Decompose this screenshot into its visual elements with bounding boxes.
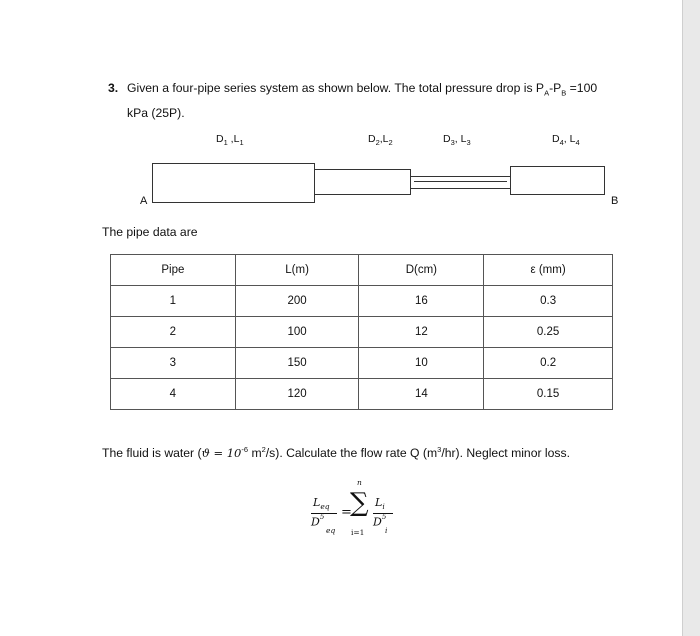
header-diameter: D(cm) [359, 255, 484, 286]
pipe-1 [152, 163, 315, 203]
formula-lhs-den-sub: eq [326, 526, 336, 535]
table-cell: 0.25 [484, 317, 613, 348]
pipe3-label: $D_3$, $L_3$ [443, 133, 471, 148]
table-cell: 12 [359, 317, 484, 348]
point-b-label: B [611, 195, 619, 207]
formula-lhs-numerator: $L_{eq}$ [313, 496, 330, 512]
formula-equals: = [341, 505, 352, 520]
formula-lhs-bar [311, 513, 337, 514]
header-length: L(m) [235, 255, 359, 286]
table-row [111, 379, 613, 410]
pressure-sub-a: A [544, 88, 550, 98]
formula-sum-symbol: ∑ [350, 488, 369, 518]
table-cell: 1 [111, 286, 236, 317]
table-row [111, 348, 613, 379]
question-number: 3. [108, 81, 119, 95]
pipe-data-intro: The pipe data are [102, 225, 198, 239]
table-cell: 0.2 [484, 348, 613, 379]
formula-rhs-den-sub: i [385, 526, 388, 535]
table-row [111, 286, 613, 317]
pressure-sub-b: B [561, 88, 567, 98]
table-cell: 200 [235, 286, 359, 317]
header-roughness: ε (mm) [484, 255, 613, 286]
pipe-data-table [110, 254, 613, 410]
table-cell: 0.15 [484, 379, 613, 410]
formula-lhs-denominator: $D^5$ [311, 513, 325, 529]
formula-sum-bottom: i=1 [351, 528, 365, 537]
table-row [111, 317, 613, 348]
pressure-minus: -P [549, 81, 562, 95]
table-cell: 120 [235, 379, 359, 410]
pipe4-label: $D_4$, $L_4$ [552, 133, 580, 148]
formula-sum-top: n [357, 478, 362, 487]
pipe1-label: $D_1$ $,L_1$ [216, 133, 244, 148]
formula-rhs-numerator: $L_i$ [375, 496, 385, 512]
question-line2: kPa (25P). [127, 106, 185, 121]
equivalent-length-formula [310, 476, 410, 546]
point-a-label: A [140, 195, 148, 207]
table-cell: 0.3 [484, 286, 613, 317]
table-cell: 16 [359, 286, 484, 317]
formula-rhs-denominator: $D^5$ [373, 513, 387, 529]
table-cell: 10 [359, 348, 484, 379]
table-cell: 4 [111, 379, 236, 410]
pipe-4 [510, 166, 605, 195]
pipe-3 [410, 176, 511, 189]
table-cell: 2 [111, 317, 236, 348]
fluid-statement: The fluid is water ($ϑ = 10^{-6}$ $m^2/s$). Calculate the flow rate Q $(m^3/hr)$. Neglect minor loss. [102, 445, 570, 461]
pipe-2 [314, 169, 411, 195]
table-cell: 100 [235, 317, 359, 348]
pressure-value: =100 [566, 81, 598, 95]
table-cell: 14 [359, 379, 484, 410]
table-cell: 150 [235, 348, 359, 379]
table-header-row [111, 255, 613, 286]
question-text [108, 78, 628, 123]
header-pipe: Pipe [111, 255, 236, 286]
table-cell: 3 [111, 348, 236, 379]
pipe2-label: $D_2,L_2$ [368, 133, 393, 148]
question-line1: Given a four-pipe series system as shown below. The total pressure drop is P [127, 81, 545, 95]
